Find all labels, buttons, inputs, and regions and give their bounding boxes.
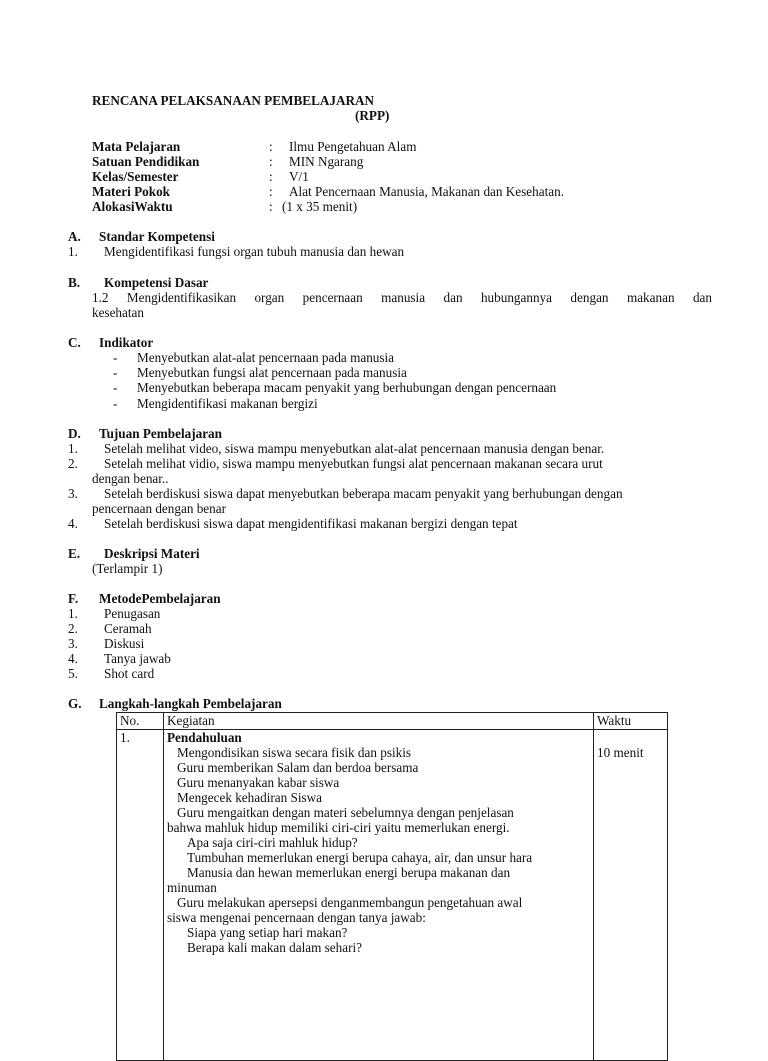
section-c-letter: C. bbox=[68, 335, 81, 350]
section-d-letter: D. bbox=[68, 426, 81, 441]
list-item: Setelah melihat video, siswa mampu menyebutkan alat-alat pencernaan manusia dengan benar. bbox=[104, 441, 605, 456]
identity-sep: : bbox=[269, 154, 273, 169]
list-number: 4. bbox=[68, 516, 78, 531]
document-title: RENCANA PELAKSANAAN PEMBELAJARAN bbox=[92, 93, 375, 108]
list-item: Shot card bbox=[104, 666, 155, 681]
activity-line: Guru menanyakan kabar siswa bbox=[177, 775, 340, 790]
list-number: 3. bbox=[68, 636, 78, 651]
list-item: Setelah melihat vidio, siswa mampu menyebutkan fungsi alat pencernaan makanan secara urut bbox=[104, 456, 603, 471]
activity-line: siswa mengenai pencernaan dengan tanya jawab: bbox=[167, 910, 426, 925]
activity-line: Manusia dan hewan memerlukan energi berupa makanan dan bbox=[187, 865, 511, 880]
section-e-text: (Terlampir 1) bbox=[92, 561, 163, 576]
identity-label: Mata Pelajaran bbox=[92, 139, 181, 154]
identity-label: Satuan Pendidikan bbox=[92, 154, 200, 169]
section-g-letter: G. bbox=[68, 696, 82, 711]
identity-value: Ilmu Pengetahuan Alam bbox=[289, 139, 417, 154]
list-number: 4. bbox=[68, 651, 78, 666]
section-g-heading: Langkah-langkah Pembelajaran bbox=[99, 696, 282, 711]
list-number: 2. bbox=[68, 456, 78, 471]
identity-value: MIN Ngarang bbox=[289, 154, 364, 169]
table-header-row bbox=[117, 713, 668, 730]
list-item: Mengidentifikasi makanan bergizi bbox=[137, 396, 318, 411]
section-c-heading: Indikator bbox=[99, 335, 154, 350]
identity-value: (1 x 35 menit) bbox=[282, 199, 358, 214]
list-number: 2. bbox=[68, 621, 78, 636]
list-item: Menyebutkan beberapa macam penyakit yang berhubungan dengan pencernaan bbox=[137, 380, 557, 395]
bullet-dash: - bbox=[113, 380, 118, 395]
section-b-letter: B. bbox=[68, 275, 81, 290]
table-row bbox=[117, 730, 668, 1061]
list-item: Menyebutkan alat-alat pencernaan pada manusia bbox=[137, 350, 395, 365]
activity-line: Guru melakukan apersepsi denganmembangun pengetahuan awal bbox=[177, 895, 523, 910]
bullet-dash: - bbox=[113, 350, 118, 365]
header-waktu: Waktu bbox=[594, 713, 668, 730]
row-title: Pendahuluan bbox=[167, 730, 242, 745]
header-kegiatan: Kegiatan bbox=[164, 713, 594, 730]
activity-line: bahwa mahluk hidup memiliki ciri-ciri yaitu memerlukan energi. bbox=[167, 820, 510, 835]
list-item: Menyebutkan fungsi alat pencernaan pada manusia bbox=[137, 365, 407, 380]
row-waktu bbox=[594, 730, 668, 1061]
identity-label: Kelas/Semester bbox=[92, 169, 179, 184]
section-b-heading: Kompetensi Dasar bbox=[104, 275, 209, 290]
activity-line: Apa saja ciri-ciri mahluk hidup? bbox=[187, 835, 358, 850]
list-item: Tanya jawab bbox=[104, 651, 171, 666]
list-number: 5. bbox=[68, 666, 78, 681]
identity-label: AlokasiWaktu bbox=[92, 199, 173, 214]
bullet-dash: - bbox=[113, 365, 118, 380]
row-kegiatan bbox=[164, 730, 594, 1061]
section-d-heading: Tujuan Pembelajaran bbox=[99, 426, 222, 441]
section-f-letter: F. bbox=[68, 591, 79, 606]
list-item: Mengidentifikasi fungsi organ tubuh manusia dan hewan bbox=[104, 244, 405, 259]
list-item-cont: pencernaan dengan benar bbox=[92, 501, 226, 516]
section-e-heading: Deskripsi Materi bbox=[104, 546, 200, 561]
identity-sep: : bbox=[269, 139, 273, 154]
steps-table bbox=[116, 712, 668, 1061]
header-no: No. bbox=[117, 713, 164, 730]
activity-line: Mengondisikan siswa secara fisik dan psikis bbox=[177, 745, 412, 760]
activity-line: Guru memberikan Salam dan berdoa bersama bbox=[177, 760, 419, 775]
identity-sep: : bbox=[269, 184, 273, 199]
identity-value: Alat Pencernaan Manusia, Makanan dan Kesehatan. bbox=[289, 184, 564, 199]
list-number: 1. bbox=[68, 441, 78, 456]
list-number: 1. bbox=[68, 606, 78, 621]
row-no: 1. bbox=[117, 730, 164, 1061]
section-e-letter: E. bbox=[68, 546, 81, 561]
list-item: Setelah berdiskusi siswa dapat mengidentifikasi makanan bergizi dengan tepat bbox=[104, 516, 518, 531]
activity-line: Guru mengaitkan dengan materi sebelumnya dengan penjelasan bbox=[177, 805, 514, 820]
identity-sep: : bbox=[269, 199, 273, 214]
duration-value: 10 menit bbox=[597, 745, 644, 760]
list-item: Setelah berdiskusi siswa dapat menyebutkan beberapa macam penyakit yang berhubungan dengan bbox=[104, 486, 623, 501]
list-item-cont: dengan benar.. bbox=[92, 471, 169, 486]
bullet-dash: - bbox=[113, 396, 118, 411]
list-item: Ceramah bbox=[104, 621, 152, 636]
identity-sep: : bbox=[269, 169, 273, 184]
list-item: Penugasan bbox=[104, 606, 161, 621]
identity-value: V/1 bbox=[289, 169, 309, 184]
list-item: Diskusi bbox=[104, 636, 145, 651]
activity-line: Berapa kali makan dalam sehari? bbox=[187, 940, 363, 955]
section-b-text-cont: kesehatan bbox=[92, 305, 144, 320]
section-b-text: 1.2 Mengidentifikasikan organ pencernaan manusia dan hubungannya dengan makanan dan bbox=[92, 290, 712, 305]
list-number: 1. bbox=[68, 244, 78, 259]
section-f-heading: MetodePembelajaran bbox=[99, 591, 221, 606]
activity-line: Siapa yang setiap hari makan? bbox=[187, 925, 348, 940]
list-number: 3. bbox=[68, 486, 78, 501]
section-a-letter: A. bbox=[68, 229, 81, 244]
identity-label: Materi Pokok bbox=[92, 184, 171, 199]
activity-line: Tumbuhan memerlukan energi berupa cahaya, air, dan unsur hara bbox=[187, 850, 533, 865]
section-a-heading: Standar Kompetensi bbox=[99, 229, 215, 244]
document-subtitle: (RPP) bbox=[355, 108, 390, 123]
activity-line: minuman bbox=[167, 880, 217, 895]
activity-line: Mengecek kehadiran Siswa bbox=[177, 790, 323, 805]
